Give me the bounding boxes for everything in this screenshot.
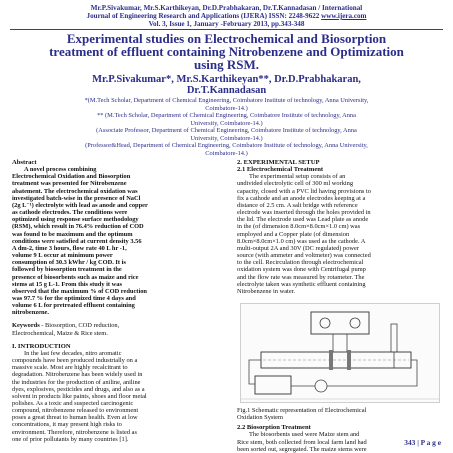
affiliation-line: ** (M.Tech Scholar, Department of Chemical Engineering, Coimbatore Institute of technology, Anna (97, 112, 356, 119)
introduction-body (12, 350, 218, 443)
lead-anode-plate (329, 350, 333, 370)
keywords-label: Keywords (12, 322, 40, 330)
paper-title-line-3: using RSM. (193, 57, 260, 72)
abstract-line: investigated batch-wise in the presence of NaCl (12, 194, 141, 202)
experimental-setup-heading: 2. EXPERIMENTAL SETUP (237, 159, 320, 166)
intro-line: concentrations, it may present high risks to (12, 421, 122, 429)
intro-line: In the last few decades, nitro aromatic (24, 349, 122, 357)
left-column (12, 159, 218, 443)
setup-line: the lid. The electrode used was Lead plate as anode (237, 216, 369, 224)
biosorption-line: The biosorbents used were Maize stem and (249, 431, 360, 439)
abstract-line: abatement. The electrochemical oxidation was (12, 187, 138, 195)
intro-line: the industries for the production of aniline, aniline (12, 378, 141, 386)
biosorption-treatment-heading: 2.2 Biosorption Treatment (237, 424, 311, 432)
affiliation-line: (Associate Professor, Department of Chemical Engineering, Coimbatore Institute of technology, Anna (96, 127, 357, 134)
setup-line: oxidation system was done with Centrifugal pump (237, 266, 366, 274)
recirculation-pipe (327, 360, 417, 386)
abstract-line: (2g L⁻¹) electrolyte with lead as anode and copper (12, 201, 148, 209)
setup-line: electrode was inserted through the holes provided in (237, 209, 371, 217)
intro-line: dyes, explosives, pesticides and drugs, and also as a (12, 385, 145, 393)
affiliation-line: (Professor&Head, Department of Chemical Engineering, Coimbatore Institute of technology, Anna University, (85, 142, 368, 149)
abstract-line: conditions were satisfied at current density 3.56 (12, 237, 142, 245)
running-header-journal (6, 12, 447, 20)
affiliation-line: Coimbatore-14.) (205, 104, 248, 112)
setup-line: The experimental setup consists of an (249, 173, 346, 181)
intro-line: polishes. As a toxic and suspected carcinogenic (12, 400, 134, 407)
intro-line: compound, nitrobenzene released to environment (12, 407, 139, 415)
journal-issn: Journal of Engineering Research and Applications (IJERA) ISSN: 2248-9622 (86, 12, 322, 20)
abstract-line: was found to be maximum and the optimum (12, 230, 133, 238)
setup-line: 8.0cm×8.0cm×1.0 cm) was used as the cathode. A (237, 237, 366, 245)
schematic-drawing (241, 304, 439, 402)
setup-line: to the cell. Recirculation through electrochemical (237, 259, 364, 267)
abstract-line: (RSM), which result in 76.4% reduction of COD (12, 223, 144, 231)
setup-line: multi-output 2A and 30V (DC regulated) power (237, 244, 359, 252)
setup-line: employed and a Copper plate (of dimension (237, 230, 350, 238)
affiliation-line: University, Coimbatore-14.) (190, 134, 263, 142)
centrifugal-pump (315, 380, 327, 392)
abstract-line: A novel process combining (24, 166, 97, 174)
figure-electrochemical-oxidation-schematic (240, 303, 440, 403)
figure-caption-line-2: Oxidation System (237, 414, 283, 422)
paper-authors-line-1: Mr.P.Sivakumar*, Mr.S.Karthikeyan**, Dr.D.Prabhakaran, (92, 74, 361, 85)
affiliation-line: University, Coimbatore-14.) (190, 119, 263, 127)
running-header-authors: Mr.P.Sivakumar, Mr.S.Karthikeyan, Dr.D.Prabhakaran, Dr.T.Kannadasan / International (90, 4, 363, 12)
abstract-line: observed that the maximum % of COD reduction (12, 287, 147, 295)
abstract-line: optimized using response surface methodology (12, 216, 139, 224)
intro-line: massive scale. Most are highly recalcitrant to (12, 364, 128, 372)
keywords-line-2: Electrochemical, Maize & Rice stem. (12, 329, 108, 337)
keywords (12, 322, 218, 329)
intro-line: one of prior pollutants by many countries [1]. (12, 435, 129, 443)
setup-line: Nitrobenzene in water. (237, 287, 296, 295)
abstract-line: consumption of 30.3 kWhr / kg COD. It is (12, 259, 126, 267)
introduction-heading: I. INTRODUCTION (12, 342, 71, 350)
page-number: 343 | P a g e (404, 438, 441, 447)
paper-title-line-1: Experimental studies on Electrochemical and Biosorption (66, 31, 387, 46)
biosorption-line: been sorted out, segregated. The maize stems were (237, 445, 367, 453)
intro-line: solvent in products like paints, shoes and floor metal (12, 392, 147, 400)
right-column (237, 159, 443, 295)
abstract-line: was 97.7 % for the optimized time 4 days and (12, 294, 136, 302)
copper-cathode-plate (347, 350, 351, 370)
abstract-body (12, 166, 218, 316)
reservoir-tank (255, 376, 291, 394)
setup-line: source (with ammeter and voltmeter) was connected (237, 252, 371, 260)
setup-line: electrolyte taken was synthetic effluent containing (237, 280, 366, 288)
abstract-line: presence of biosorbents such as maize and rice (12, 273, 139, 281)
abstract-heading: Abstract (12, 159, 37, 166)
intro-line: degradation. Nitrobenzene has been widely used in (12, 371, 143, 379)
affiliation-line: Coimbatore-14.) (205, 149, 248, 157)
abstract-line: volume 6 L for pretreated effluent containing (12, 302, 135, 310)
setup-line: distance of 2.5 cm. A salt bridge with reference (237, 201, 358, 209)
setup-line: undivided electrolytic cell of 300 ml working (237, 180, 354, 188)
affiliation-line: *(M.Tech Scholar, Department of Chemical Engineering, Coimbatore Institute of technology, Anna University, (84, 97, 369, 104)
electrochemical-treatment-body (237, 173, 443, 295)
abstract-line: stems at 15 g L-1. From this study it was (12, 280, 122, 288)
setup-line: capacity, closed with a PVC lid having provisions to (237, 187, 371, 195)
keywords-text: - Biosorption, COD reduction, (39, 322, 120, 330)
setup-line: and the flow rate was measured by rotameter. The (237, 273, 365, 281)
abstract-line: A dm-2, time 3 hours, flow rate 40 L hr -1, (12, 244, 127, 252)
electrochemical-treatment-heading: 2.1 Electrochemical Treatment (237, 166, 324, 174)
setup-line: in the (of dimension 8.0cm×8.0cm×1.0 cm) was (237, 223, 361, 231)
running-header-volume: Vol. 3, Issue 1, January -February 2013, pp.343-348 (148, 20, 305, 28)
setup-line: fix a cathode and an anode electrodes keeping at a (237, 194, 366, 202)
abstract-line: nitrobenzene. (12, 309, 49, 317)
ammeter-dial (320, 318, 330, 328)
header-rule (10, 29, 443, 30)
rotameter (391, 324, 397, 352)
biosorption-line: Rice stem, both collected from local farm land had (237, 438, 367, 446)
voltmeter-dial (350, 318, 360, 328)
figure-caption-line-1: Fig.1 Schematic representation of Electrochemical (237, 407, 367, 414)
intro-line: environment. Therefore, nitrobenzene is listed as (12, 428, 137, 436)
paper-title-line-2: treatment of effluent containing Nitrobenzene and Optimization (49, 44, 404, 59)
abstract-line: Electrochemical Oxidation and Biosorption (12, 173, 131, 181)
abstract-line: as cathode electrodes. The conditions were (12, 209, 128, 217)
intro-line: poses a great threat to human health. Even at low (12, 414, 138, 422)
abstract-line: treatment was presented for Nitrobenzene (12, 180, 127, 188)
abstract-line: followed by biosorption treatment in the (12, 266, 122, 274)
journal-website-link[interactable]: www.ijera.com (321, 12, 367, 20)
paper-authors-line-2: Dr.T.Kannadasan (186, 85, 267, 96)
abstract-line: volume 9 L occur at minimum power (12, 252, 113, 260)
intro-line: compounds have been produced industrially on a (12, 357, 138, 365)
